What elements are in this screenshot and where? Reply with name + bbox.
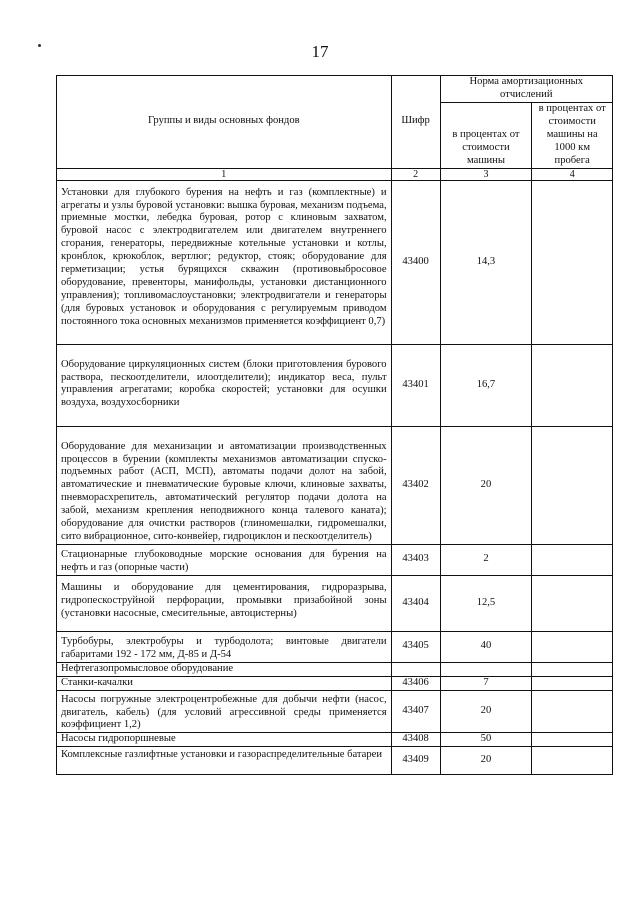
- row-code: 43406: [391, 676, 440, 690]
- row-description: Оборудование циркуляционных систем (блоки приготовления бурового раствора, пескоотделители, илоотделители); индикатор веса, пульт управления агрегатами; коробка скоростей; установки для осушки воздуха, воздухосборники: [57, 344, 392, 426]
- row-rate-percent: 20: [440, 747, 532, 775]
- table-row: [57, 690, 613, 733]
- row-rate-percent: 16,7: [440, 344, 532, 426]
- row-rate-per-1000km: [532, 575, 613, 631]
- row-description: Установки для глубокого бурения на нефть и газ (комплектные) и агрегаты и узлы буровой установки: вышка буровая, механизм подъема, приемные мостки, лебедка буровая, ротор с клиновым захватом, буровой насос с электродвигателем или двигателем внутреннего сгорания, генераторы, передвижные котельные установки и котлы, кронблок, крюкоблок, вертлюг; редуктор, стояк; оборудование для герметизации; устья бурящихся скважин (противовыбросовое оборудование, превенторы, манифольды, установки дистанционного управления); топливомаслоустановки; электродвигатели и генераторы (для буровых установок и оборудования с регулируемым приводом постоянного тока основных механизмов применяется коэффициент 0,7): [57, 180, 392, 344]
- row-rate-per-1000km: [532, 631, 613, 662]
- row-description: Машины и оборудование для цементирования, гидроразрыва, гидропескоструйной перфорации, промывки призабойной зоны (установки насосные, смесительные, автоцистерны): [57, 575, 392, 631]
- row-code: 43400: [391, 180, 440, 344]
- table-row: [57, 426, 613, 544]
- row-description: Турбобуры, электробуры и турбодолота; винтовые двигатели габаритами 192 - 172 мм, Д-85 и Д-54: [57, 631, 392, 662]
- row-rate-percent: 2: [440, 544, 532, 575]
- row-code: 43405: [391, 631, 440, 662]
- row-rate-per-1000km: [532, 676, 613, 690]
- row-rate-per-1000km: [532, 747, 613, 775]
- column-number: 3: [440, 168, 532, 180]
- row-description: Насосы погружные электроцентробежные для добычи нефти (насос, двигатель, кабель) (для условий агрессивной среды применяется коэффициент 1,2): [57, 690, 392, 733]
- column-number: 4: [532, 168, 613, 180]
- row-rate-percent: 20: [440, 690, 532, 733]
- row-code: [391, 662, 440, 676]
- column-number: 1: [57, 168, 392, 180]
- row-rate-per-1000km: [532, 662, 613, 676]
- page-number: 17: [311, 42, 329, 61]
- header-pct-cost: в процентах от стоимости машины: [440, 103, 532, 169]
- row-rate-per-1000km: [532, 344, 613, 426]
- row-code: 43404: [391, 575, 440, 631]
- table-row: [57, 662, 613, 676]
- row-rate-per-1000km: [532, 690, 613, 733]
- row-code: 43407: [391, 690, 440, 733]
- row-rate-per-1000km: [532, 544, 613, 575]
- row-rate-per-1000km: [532, 180, 613, 344]
- header-group: Группы и виды основных фондов: [57, 76, 392, 169]
- row-rate-percent: 14,3: [440, 180, 532, 344]
- row-rate-percent: 50: [440, 733, 532, 747]
- row-rate-percent: 40: [440, 631, 532, 662]
- header-norm: Норма амортизационных отчислений: [440, 76, 612, 103]
- table-row: [57, 575, 613, 631]
- row-rate-percent: [440, 662, 532, 676]
- row-description: Комплексные газлифтные установки и газораспределительные батареи: [57, 747, 392, 775]
- row-rate-per-1000km: [532, 733, 613, 747]
- row-description: Насосы гидропоршневые: [57, 733, 392, 747]
- row-code: 43401: [391, 344, 440, 426]
- row-description: Станки-качалки: [57, 676, 392, 690]
- table-header: [57, 76, 613, 169]
- table-row: [57, 676, 613, 690]
- depreciation-table: [56, 75, 613, 775]
- row-description: Оборудование для механизации и автоматизации производственных процессов в бурении (комплекты механизмов автоматизации спуско-подъемных работ (АСП, МСП), автоматы подачи долот на забой, автоматические и пневматические буровые ключи, клиновые захваты, пневморасхрепитель, автоматический регулятор подачи долота на забой, механизм крепления неподвижного конца талевого каната); оборудование для очистки растворов (глиномешалки, гидромешалки, сито вибрационное, сито-конвейер, гидроциклон и пескоотделитель): [57, 426, 392, 544]
- column-number: 2: [391, 168, 440, 180]
- column-number-row: [57, 168, 613, 180]
- table-row: [57, 544, 613, 575]
- table-row: [57, 344, 613, 426]
- row-code: 43402: [391, 426, 440, 544]
- row-rate-percent: 12,5: [440, 575, 532, 631]
- table-row: [57, 631, 613, 662]
- table-row: [57, 747, 613, 775]
- table-row: [57, 733, 613, 747]
- row-rate-percent: 7: [440, 676, 532, 690]
- table-row: [57, 180, 613, 344]
- row-code: 43408: [391, 733, 440, 747]
- row-rate-percent: 20: [440, 426, 532, 544]
- row-description: Нефтегазопромысловое оборудование: [57, 662, 392, 676]
- row-rate-per-1000km: [532, 426, 613, 544]
- row-code: 43403: [391, 544, 440, 575]
- header-code: Шифр: [391, 76, 440, 169]
- row-code: 43409: [391, 747, 440, 775]
- table-body: [57, 168, 613, 775]
- header-pct-per-1000km: в процентах от стоимости машины на 1000 км пробега: [532, 103, 613, 169]
- row-description: Стационарные глубоководные морские основания для бурения на нефть и газ (опорные части): [57, 544, 392, 575]
